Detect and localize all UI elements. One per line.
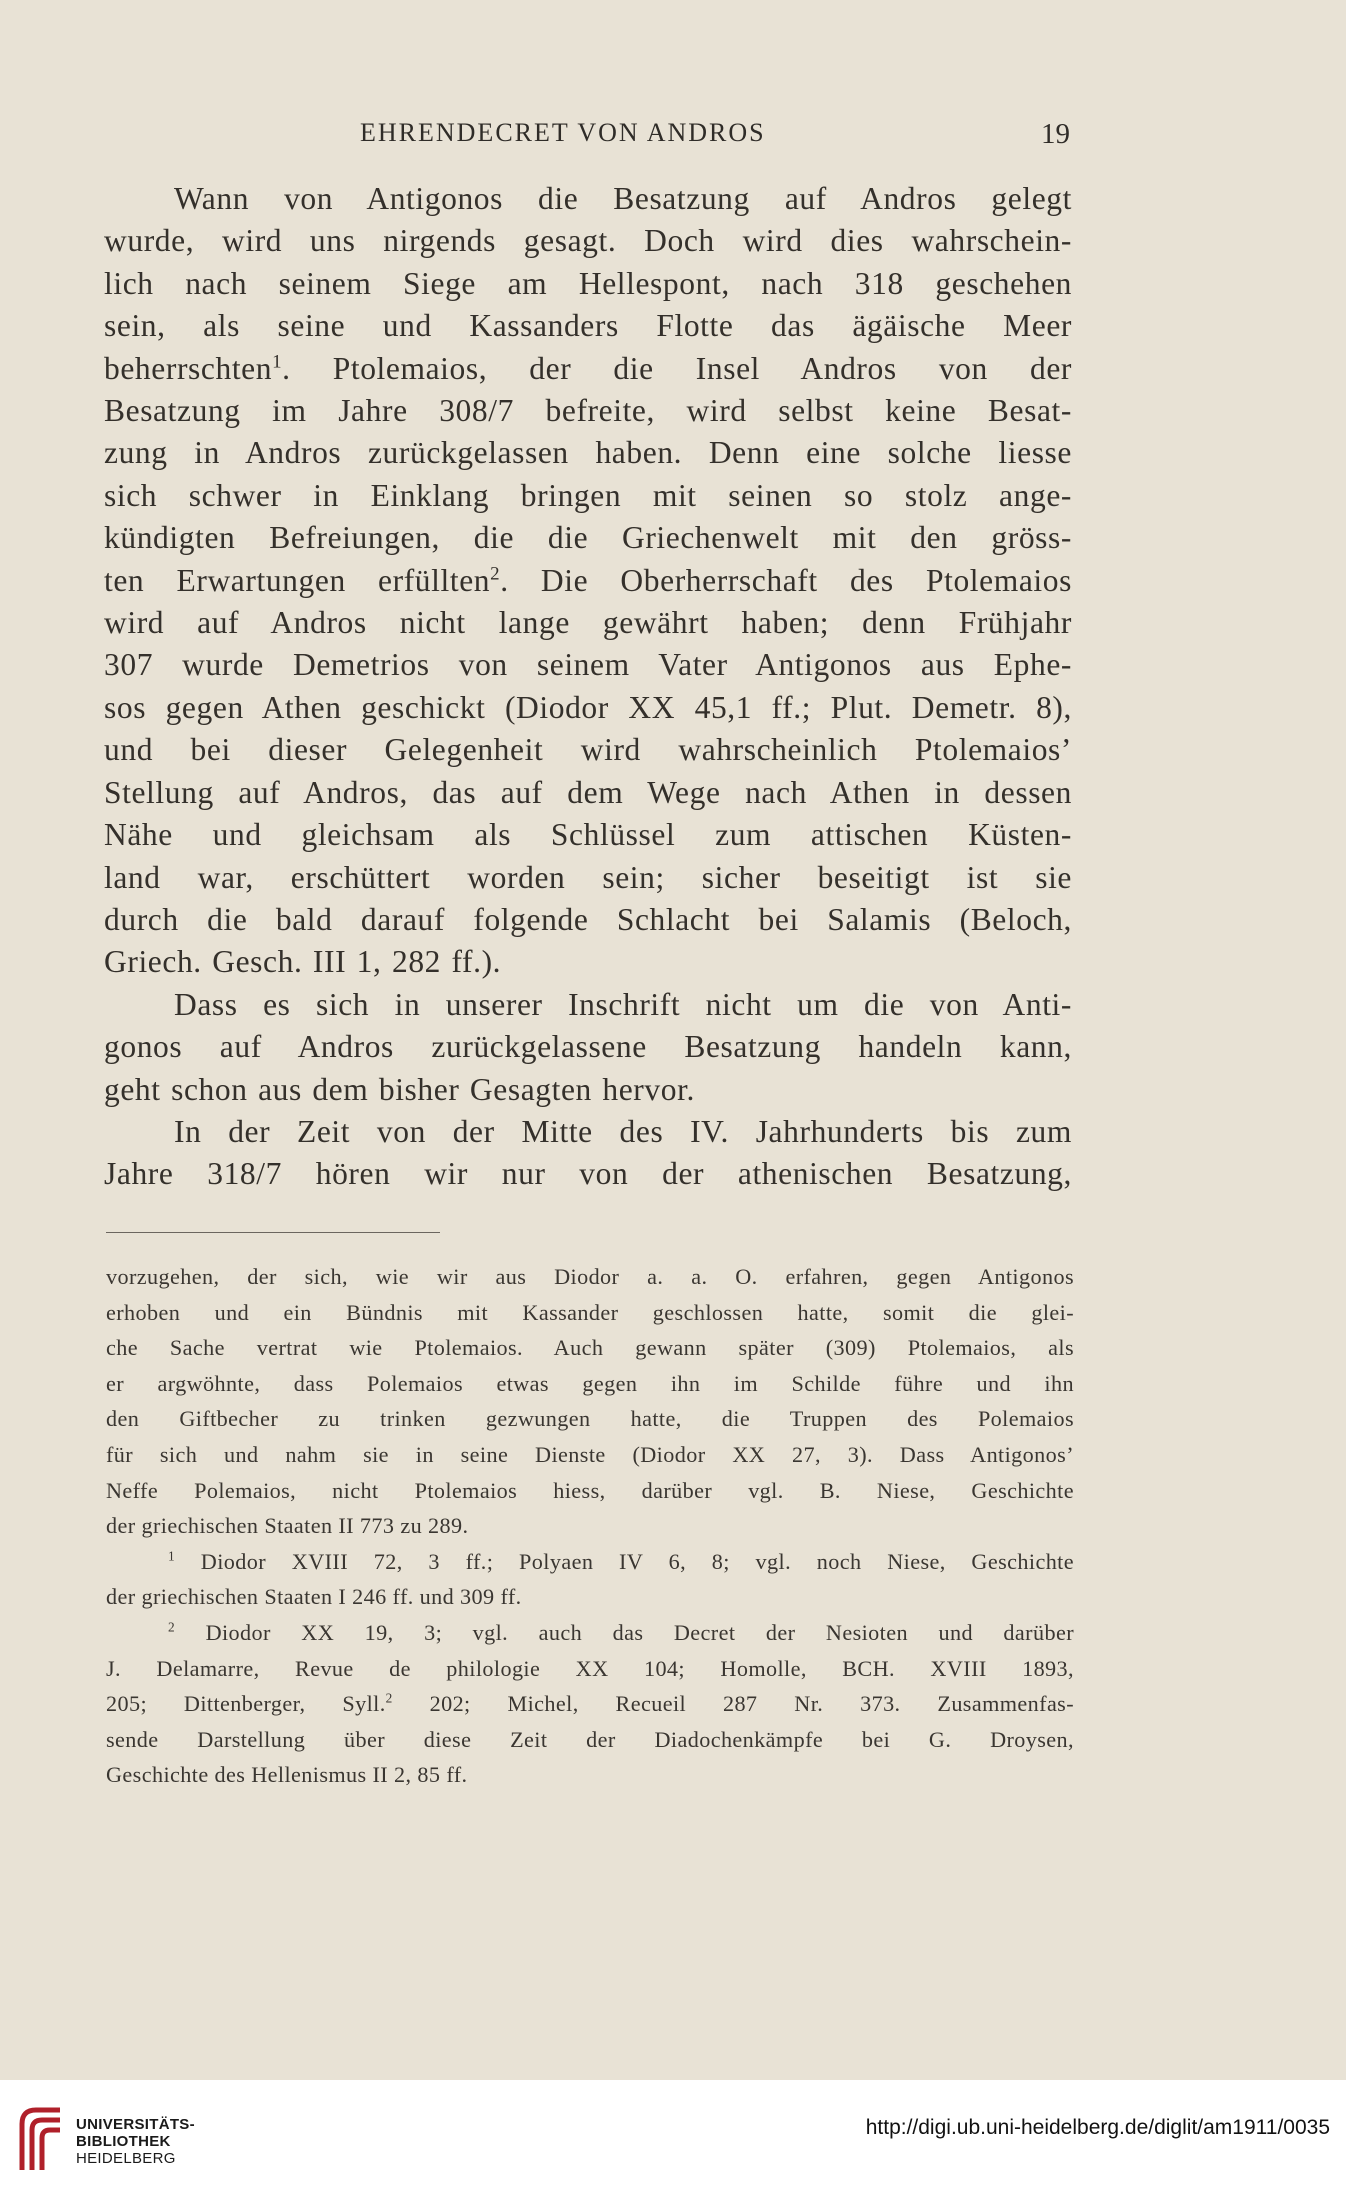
footer-bar [0, 2080, 1346, 2196]
body-line: sein, als seine und Kassanders Flotte das ägäische Meer [104, 308, 1072, 344]
body-text [104, 178, 1072, 1196]
footnote-line: Geschichte des Hellenismus II 2, 85 ff. [106, 1762, 468, 1788]
body-line-text: beherrschten [104, 350, 273, 386]
logo-line: UNIVERSITÄTS- [76, 2116, 195, 2133]
body-line [104, 560, 1072, 602]
footnote-line: J. Delamarre, Revue de philologie XX 104; Homolle, BCH. XVIII 1893, [106, 1655, 1074, 1681]
logo-line: HEIDELBERG [76, 2150, 176, 2167]
body-line: Dass es sich in unserer Inschrift nicht um die von Anti- [174, 986, 1072, 1022]
page-number: 19 [1041, 118, 1070, 150]
footnote-line-text: Diodor XX 19, 3; vgl. auch das Decret der Nesioten und darüber [205, 1619, 1074, 1645]
body-line: 307 wurde Demetrios von seinem Vater Antigonos aus Ephe- [104, 647, 1072, 683]
body-line: wurde, wird uns nirgends gesagt. Doch wird dies wahrschein- [104, 223, 1072, 259]
body-line: gonos auf Andros zurückgelassene Besatzung handeln kann, [104, 1029, 1072, 1065]
body-line-text: . Ptolemaios, der die Insel Andros von der [282, 350, 1072, 386]
footnote-line: Neffe Polemaios, nicht Ptolemaios hiess, darüber vgl. B. Niese, Geschichte [106, 1477, 1074, 1503]
body-line: In der Zeit von der Mitte des IV. Jahrhunderts bis zum [174, 1113, 1072, 1149]
footnote-divider [106, 1232, 440, 1233]
body-line-text: ten Erwartungen erfüllten [104, 562, 491, 598]
footnote-2 [106, 1615, 1074, 1651]
footnote-line: sende Darstellung über diese Zeit der Diadochenkämpfe bei G. Droysen, [106, 1726, 1074, 1752]
body-line [104, 348, 1072, 390]
footnote-ref: 1 [272, 351, 283, 373]
body-line: Besatzung im Jahre 308/7 befreite, wird selbst keine Besat- [104, 393, 1072, 429]
body-line: durch die bald darauf folgende Schlacht bei Salamis (Beloch, [104, 901, 1072, 937]
running-head [360, 118, 1070, 148]
body-line: Nähe und gleichsam als Schlüssel zum attischen Küsten- [104, 817, 1072, 853]
body-line: zung in Andros zurückgelassen haben. Denn eine solche liesse [104, 435, 1072, 471]
footnote-line: che Sache vertrat wie Ptolemaios. Auch gewann später (309) Ptolemaios, als [106, 1335, 1074, 1361]
body-line: geht schon aus dem bisher Gesagten hervor. [104, 1071, 695, 1107]
body-line: Wann von Antigonos die Besatzung auf Andros gelegt [174, 181, 1072, 216]
footnote-edition-sup: 2 [385, 1690, 393, 1706]
footnote-ref: 2 [490, 563, 501, 585]
running-title: EHRENDECRET VON ANDROS [360, 118, 766, 147]
library-logo-text [76, 2116, 195, 2167]
body-line-text: . Die Oberherrschaft des Ptolemaios [500, 562, 1072, 598]
body-line: sos gegen Athen geschickt (Diodor XX 45,1 ff.; Plut. Demetr. 8), [104, 689, 1072, 725]
footnote-line: für sich und nahm sie in seine Dienste (Diodor XX 27, 3). Dass Antigonos’ [106, 1441, 1074, 1467]
body-line: lich nach seinem Siege am Hellespont, nach 318 geschehen [104, 265, 1072, 301]
footnote-line: den Giftbecher zu trinken gezwungen hatte, die Truppen des Polemaios [106, 1406, 1074, 1432]
footnote-line-text: 202; Michel, Recueil 287 Nr. 373. Zusammenfas- [392, 1691, 1075, 1717]
body-line: Griech. Gesch. III 1, 282 ff.). [104, 944, 502, 980]
body-line: Stellung auf Andros, das auf dem Wege nach Athen in dessen [104, 774, 1072, 810]
footnote-line-text: 205; Dittenberger, Syll. [106, 1691, 386, 1717]
body-line: und bei dieser Gelegenheit wird wahrscheinlich Ptolemaios’ [104, 732, 1072, 768]
footnote-line [106, 1686, 1074, 1722]
library-logo-icon [14, 2104, 66, 2174]
body-line: Jahre 318/7 hören wir nur von der athenischen Besatzung, [104, 1156, 1072, 1192]
body-line: wird auf Andros nicht lange gewährt haben; denn Frühjahr [104, 605, 1072, 641]
footnote-line: erhoben und ein Bündnis mit Kassander geschlossen hatte, somit die glei- [106, 1299, 1074, 1325]
source-url-link[interactable]: http://digi.ub.uni-heidelberg.de/diglit/am1911/0035 [865, 2116, 1330, 2139]
footnote-marker: 2 [168, 1619, 176, 1635]
footnote-line: er argwöhnte, dass Polemaios etwas gegen ihn im Schilde führe und ihn [106, 1370, 1074, 1396]
footnote-marker: 1 [168, 1548, 176, 1564]
footnote-1 [106, 1544, 1074, 1580]
footnote-line: der griechischen Staaten I 246 ff. und 309 ff. [106, 1584, 522, 1610]
logo-line: BIBLIOTHEK [76, 2133, 171, 2150]
body-line: sich schwer in Einklang bringen mit seinen so stolz ange- [104, 477, 1072, 513]
footnote-line-text: Diodor XVIII 72, 3 ff.; Polyaen IV 6, 8; vgl. noch Niese, Geschichte [200, 1548, 1074, 1574]
body-line: land war, erschüttert worden sein; sicher beseitigt ist sie [104, 859, 1072, 895]
footnote-line: der griechischen Staaten II 773 zu 289. [106, 1513, 469, 1539]
footnote-line: vorzugehen, der sich, wie wir aus Diodor a. a. O. erfahren, gegen Antigonos [106, 1264, 1074, 1289]
body-line: kündigten Befreiungen, die die Griechenwelt mit den gröss- [104, 520, 1072, 556]
footnotes [106, 1259, 1074, 1793]
